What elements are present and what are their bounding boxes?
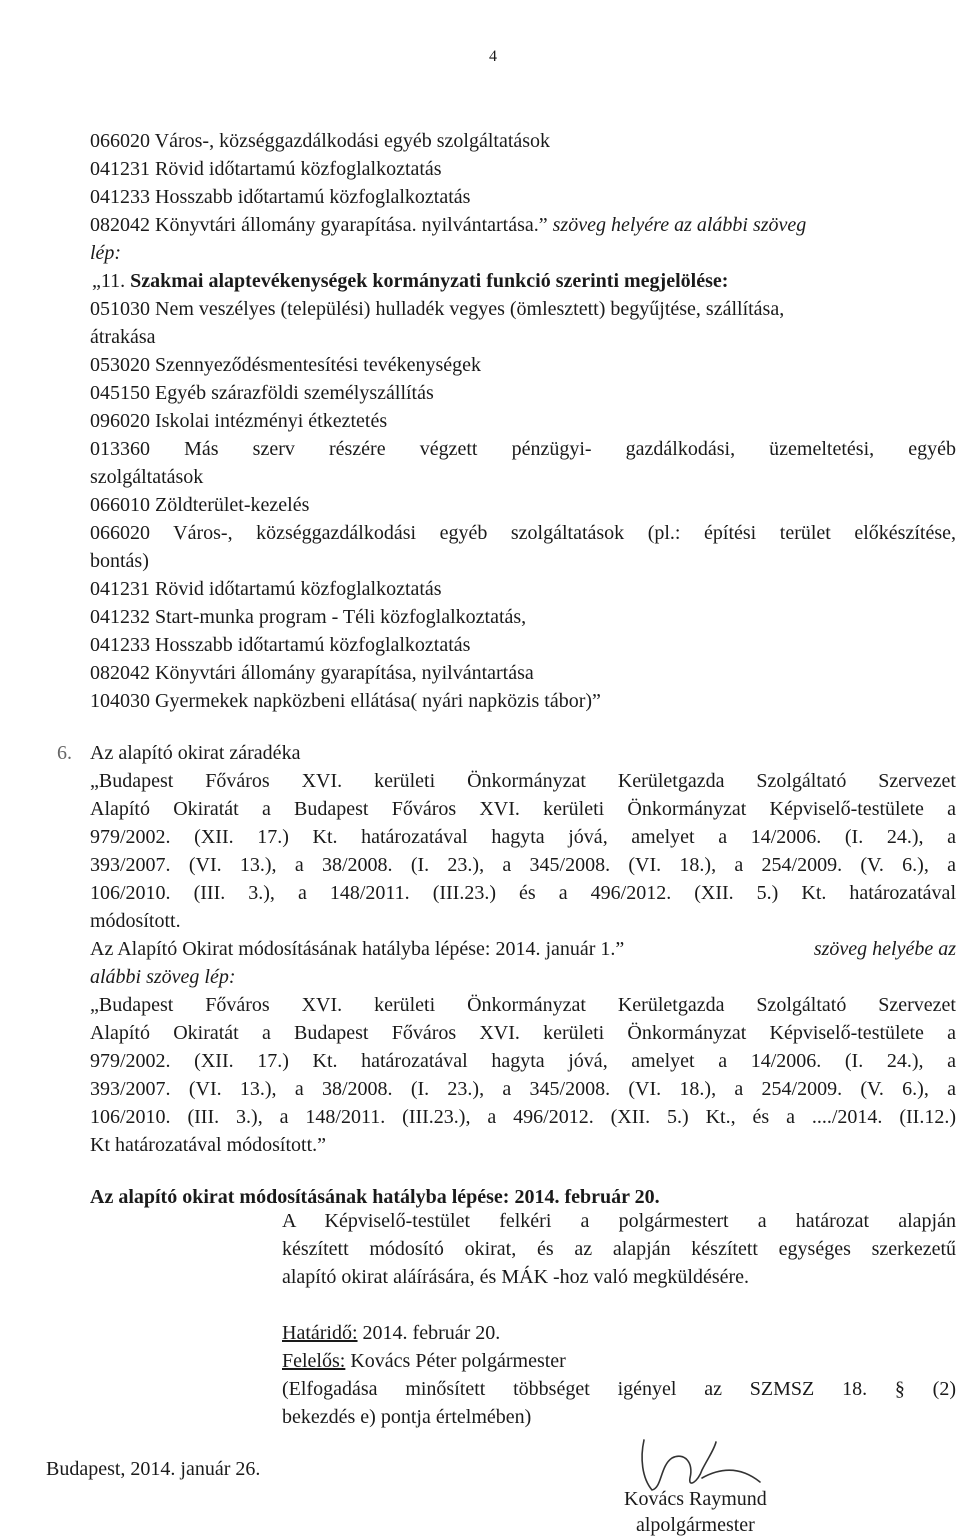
list-item: 041231 Rövid időtartamú közfoglalkoztatás bbox=[90, 158, 442, 180]
clause-old-line: „Budapest Főváros XVI. kerületi Önkormányzat Kerületgazda Szolgáltató Szervezet bbox=[90, 770, 956, 792]
clause-new-line: Alapító Okiratát a Budapest Főváros XVI. kerületi Önkormányzat Képviselő-testülete a bbox=[90, 1022, 956, 1044]
page-number: 4 bbox=[489, 48, 497, 65]
adoption-note: (Elfogadása minősített többséget igényel az SZMSZ 18. § (2) bbox=[282, 1378, 956, 1400]
function-item: 053020 Szennyeződésmentesítési tevékenységek bbox=[90, 354, 481, 376]
section-heading bbox=[92, 267, 728, 295]
function-item: 045150 Egyéb szárazföldi személyszállítás bbox=[90, 382, 434, 404]
section-number: „11. bbox=[92, 270, 126, 292]
effective-date-line bbox=[90, 935, 956, 963]
clause-new-line: „Budapest Főváros XVI. kerületi Önkormányzat Kerületgazda Szolgáltató Szervezet bbox=[90, 994, 956, 1016]
clause-new-line: 979/2002. (XII. 17.) Kt. határozatával hagyta jóvá, amelyet a 14/2006. (I. 24.), a bbox=[90, 1050, 956, 1072]
deadline-label: Határidő: bbox=[282, 1322, 358, 1344]
item-title: Az alapító okirat záradéka bbox=[90, 742, 301, 764]
function-item: szolgáltatások bbox=[90, 466, 204, 488]
deadline-value: 2014. február 20. bbox=[362, 1322, 501, 1344]
function-item: 082042 Könyvtári állomány gyarapítása, nyilvántartása bbox=[90, 662, 534, 684]
request-line: készített módosító okirat, és az alapján készített egységes szerkezetű bbox=[282, 1238, 956, 1260]
date-place: Budapest, 2014. január 26. bbox=[46, 1458, 261, 1480]
function-item: 013360 Más szerv részére végzett pénzügyi- gazdálkodási, üzemeltetési, egyéb bbox=[90, 438, 956, 460]
bold-effective-date: Az alapító okirat módosításának hatályba lépése: 2014. február 20. bbox=[90, 1186, 660, 1208]
deadline bbox=[282, 1319, 500, 1347]
function-item: 096020 Iskolai intézményi étkeztetés bbox=[90, 410, 388, 432]
signatory-name: Kovács Raymund bbox=[624, 1488, 767, 1510]
responsible-value: Kovács Péter polgármester bbox=[350, 1350, 566, 1372]
responsible-label: Felelős: bbox=[282, 1350, 346, 1372]
function-item: bontás) bbox=[90, 550, 149, 572]
clause-new-line: Kt határozatával módosított.” bbox=[90, 1134, 327, 1156]
list-item: 041233 Hosszabb időtartamú közfoglalkoztatás bbox=[90, 186, 471, 208]
clause-new-line: 393/2007. (VI. 13.), a 38/2008. (I. 23.), a 345/2008. (VI. 18.), a 254/2009. (V. 6.), a bbox=[90, 1078, 956, 1100]
italic-instruction: szöveg helyére az alábbi szöveg bbox=[552, 214, 807, 236]
clause-old-line: Alapító Okiratát a Budapest Főváros XVI. kerületi Önkormányzat Képviselő-testülete a bbox=[90, 798, 956, 820]
item-number: 6. bbox=[57, 742, 72, 764]
list-item: 082042 Könyvtári állomány gyarapítása. nyilvántartása.” bbox=[90, 214, 548, 236]
italic-instruction: szöveg helyébe az bbox=[813, 938, 956, 960]
function-item: 104030 Gyermekek napközbeni ellátása( nyári napközis tábor)” bbox=[90, 690, 601, 712]
function-item: átrakása bbox=[90, 326, 156, 348]
function-item: 051030 Nem veszélyes (települési) hulladék vegyes (ömlesztett) begyűjtése, szállítása, bbox=[90, 298, 785, 320]
clause-old-line: 106/2010. (III. 3.), a 148/2011. (III.23.) és a 496/2012. (XII. 5.) Kt. határozatával bbox=[90, 882, 956, 904]
effective-date-text: Az Alapító Okirat módosításának hatályba lépése: 2014. január 1.” bbox=[90, 938, 625, 960]
adoption-note: bekezdés e) pontja értelmében) bbox=[282, 1406, 532, 1428]
clause-old-line: 393/2007. (VI. 13.), a 38/2008. (I. 23.), a 345/2008. (VI. 18.), a 254/2009. (V. 6.), a bbox=[90, 854, 956, 876]
responsible bbox=[282, 1347, 566, 1375]
signatory-title: alpolgármester bbox=[636, 1514, 755, 1536]
list-item: 066020 Város-, községgazdálkodási egyéb szolgáltatások bbox=[90, 130, 551, 152]
function-item: 041231 Rövid időtartamú közfoglalkoztatás bbox=[90, 578, 442, 600]
request-line: A Képviselő-testület felkéri a polgármestert a határozat alapján bbox=[282, 1210, 956, 1232]
clause-old-line: módosított. bbox=[90, 910, 181, 932]
clause-old-line: 979/2002. (XII. 17.) Kt. határozatával hagyta jóvá, amelyet a 14/2006. (I. 24.), a bbox=[90, 826, 956, 848]
function-item: 066020 Város-, községgazdálkodási egyéb szolgáltatások (pl.: építési terület előkészítése, bbox=[90, 522, 956, 544]
italic-instruction: alábbi szöveg lép: bbox=[90, 966, 236, 988]
clause-new-line: 106/2010. (III. 3.), a 148/2011. (III.23.), a 496/2012. (XII. 5.) Kt., és a ..../2014. (II.12.) bbox=[90, 1106, 956, 1128]
italic-instruction: lép: bbox=[90, 242, 122, 264]
function-item: 041232 Start-munka program - Téli közfoglalkoztatás, bbox=[90, 606, 527, 628]
function-item: 066010 Zöldterület-kezelés bbox=[90, 494, 310, 516]
function-item: 041233 Hosszabb időtartamú közfoglalkoztatás bbox=[90, 634, 471, 656]
replace-instruction-line bbox=[90, 211, 806, 239]
request-line: alapító okirat aláírására, és MÁK -hoz való megküldésére. bbox=[282, 1266, 750, 1288]
section-title: Szakmai alaptevékenységek kormányzati funkció szerinti megjelölése: bbox=[130, 270, 729, 292]
